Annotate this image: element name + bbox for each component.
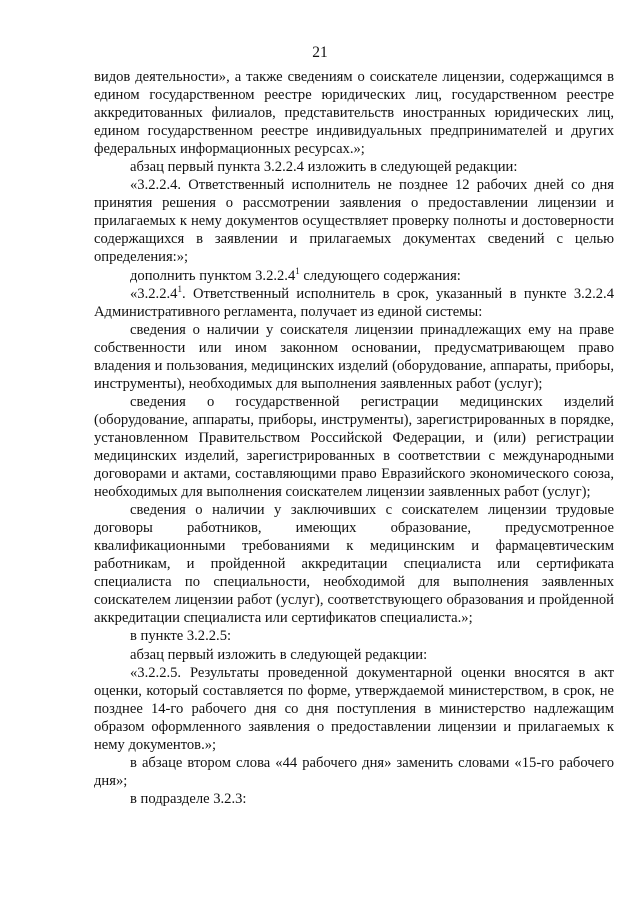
paragraph-segment: следующего содержания:: [299, 267, 461, 284]
paragraph: в пункте 3.2.2.5:: [130, 628, 232, 645]
paragraph: сведения о наличии у заключивших с соискателем лицензии трудовые договоры работников, имеющих образование, предусмотренное квалификационными требованиями к медицинским и фармацевтическим работникам, и пройденной аккредитации специалиста или сертификата специалиста по специальности, необходимой для выполнения заявленных соискателем лицензии работ (услуг), соответствующего образования и пройденной аккредитации специалиста или сертификатов специалиста.»;: [94, 502, 614, 627]
paragraph: абзац первый пункта 3.2.2.4 изложить в следующей редакции:: [130, 159, 518, 176]
paragraph: абзац первый изложить в следующей редакции:: [130, 646, 428, 663]
paragraph: в подразделе 3.2.3:: [130, 790, 247, 807]
paragraph: сведения о государственной регистрации медицинских изделий (оборудование, аппараты, приборы, инструменты), зарегистрированных в порядке, установленном Правительством Российской Федерации, и (или) регистрации медицинских изделий, зарегистрированных в соответствии с международными договорами и актами, составляющими право Евразийского экономического союза, необходимых для выполнения соискателем лицензии заявленных работ (услуг);: [94, 393, 614, 501]
page-number: 21: [312, 44, 328, 61]
document-body: [94, 68, 614, 808]
paragraph: [94, 285, 614, 321]
superscript: 1: [177, 283, 182, 294]
paragraph-segment: «3.2.2.4: [130, 285, 178, 302]
paragraph: [94, 267, 614, 285]
paragraph: «3.2.2.5. Результаты проведенной документарной оценки вносятся в акт оценки, который составляется по форме, утверждаемой министерством, в срок, не позднее 14-го рабочего дня со дня поступления в министерство надлежащим образом оформленного заявления о предоставлении лицензии и прилагаемых к нему документов.»;: [94, 664, 614, 753]
paragraph: видов деятельности», а также сведениям о соискателе лицензии, содержащимся в едином государственном реестре юридических лиц, государственном реестре аккредитованных филиалов, представительств иностранных юридических лиц, едином государственном реестре индивидуальных предпринимателей и других федеральных информационных ресурсах.»;: [94, 69, 614, 158]
paragraph: «3.2.2.4. Ответственный исполнитель не позднее 12 рабочих дней со дня принятия решения о рассмотрении заявления о предоставлении лицензии и прилагаемых к нему документов осуществляет проверку полноты и достоверности содержащихся в заявлении и прилагаемых документах сведений с целью определения:»;: [94, 177, 614, 266]
paragraph: сведения о наличии у соискателя лицензии принадлежащих ему на праве собственности или ином законном основании, предусматривающем право владения и пользования, медицинских изделий (оборудование, аппараты, приборы, инструменты), необходимых для выполнения заявленных работ (услуг);: [94, 321, 614, 392]
paragraph: в абзаце втором слова «44 рабочего дня» заменить словами «15-го рабочего дня»;: [94, 754, 614, 789]
superscript: 1: [295, 265, 300, 276]
paragraph-segment: дополнить пунктом 3.2.2.4: [130, 267, 296, 284]
paragraph-segment: . Ответственный исполнитель в срок, указанный в пункте 3.2.2.4 Административного регламента, получает из единой системы:: [94, 285, 614, 320]
